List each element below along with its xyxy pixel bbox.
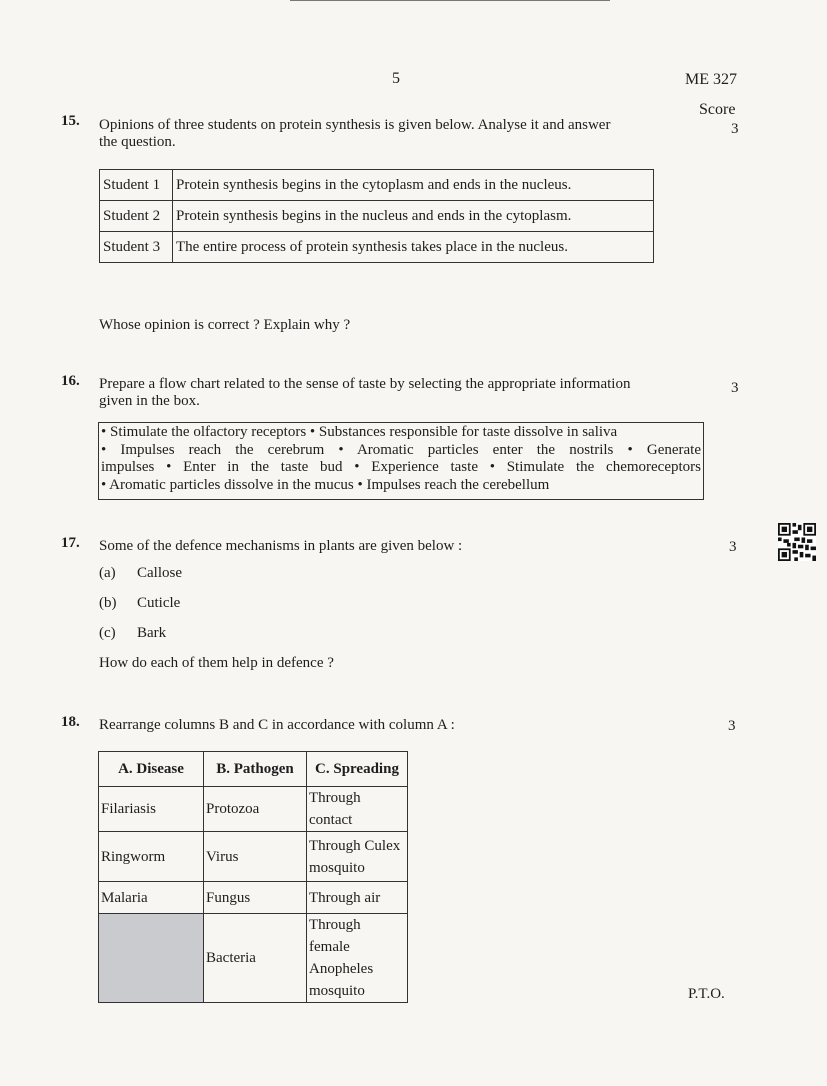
q17-item-a-label: (a) [99, 565, 116, 581]
q16-information-box [98, 422, 704, 500]
table-row [100, 201, 654, 232]
q17-text: Some of the defence mechanisms in plants are given below : [99, 538, 463, 554]
q15-score: 3 [731, 121, 739, 137]
page-number: 5 [392, 70, 400, 87]
q15-opinion-table [99, 169, 654, 263]
pathogen-cell: Fungus [204, 882, 307, 914]
table-row [100, 170, 654, 201]
student-cell: Student 3 [100, 232, 173, 263]
q16-text-line2: given in the box. [99, 393, 200, 409]
pathogen-cell: Protozoa [204, 787, 307, 832]
q15-followup: Whose opinion is correct ? Explain why ? [99, 317, 351, 333]
page-top-edge [290, 0, 610, 1]
table-row [99, 914, 408, 1003]
spreading-cell [307, 914, 408, 1003]
box-line: • Aromatic particles dissolve in the mucus • Impulses reach the cerebellum [101, 476, 550, 493]
spreading-line: Through female [309, 917, 361, 955]
student-cell: Student 2 [100, 201, 173, 232]
column-a-header: A. Disease [99, 752, 204, 787]
box-line: • Impulses reach the cerebrum • Aromatic particles enter the nostrils • Generate [101, 441, 701, 458]
spreading-line: mosquito [309, 859, 365, 876]
disease-cell: Filariasis [99, 787, 204, 832]
table-row [99, 787, 408, 832]
opinion-cell: Protein synthesis begins in the cytoplasm and ends in the nucleus. [173, 170, 654, 201]
shaded-empty-cell [99, 914, 204, 1003]
score-heading: Score [699, 101, 736, 118]
q17-number: 17. [61, 535, 80, 551]
opinion-cell: The entire process of protein synthesis takes place in the nucleus. [173, 232, 654, 263]
q15-text-line1: Opinions of three students on protein synthesis is given below. Analyse it and answer [99, 117, 611, 133]
q17-item-c-label: (c) [99, 625, 116, 641]
table-header-row [99, 752, 408, 787]
qr-code-icon [778, 523, 816, 561]
spreading-cell [307, 882, 408, 914]
table-row [100, 232, 654, 263]
q17-item-a-text: Callose [137, 565, 182, 581]
q16-score: 3 [731, 380, 739, 396]
q15-text [99, 117, 610, 151]
spreading-line: Through contact [309, 790, 361, 828]
q15-text-line2: the question. [99, 134, 176, 150]
q17-item-b-text: Cuticle [137, 595, 181, 611]
disease-cell: Ringworm [99, 832, 204, 882]
pathogen-cell: Bacteria [204, 914, 307, 1003]
spreading-line: mosquito [309, 983, 365, 999]
q18-matching-table [98, 751, 408, 1003]
q17-followup: How do each of them help in defence ? [99, 655, 334, 671]
opinion-cell: Protein synthesis begins in the nucleus and ends in the cytoplasm. [173, 201, 654, 232]
q18-text: Rearrange columns B and C in accordance with column A : [99, 717, 455, 733]
spreading-line: Anopheles [309, 961, 374, 977]
pathogen-cell: Virus [204, 832, 307, 882]
disease-cell: Malaria [99, 882, 204, 914]
q16-number: 16. [61, 373, 80, 389]
please-turn-over: P.T.O. [688, 986, 725, 1002]
spreading-line: Through air [309, 889, 381, 906]
q18-score: 3 [728, 718, 736, 734]
spreading-line: Through Culex [309, 837, 401, 854]
q17-item-b-label: (b) [99, 595, 117, 611]
box-line: • Stimulate the olfactory receptors • Substances responsible for taste dissolve in saliva [101, 424, 618, 440]
box-line: impulses • Enter in the taste bud • Experience taste • Stimulate the chemoreceptors [101, 459, 701, 475]
paper-code: ME 327 [685, 71, 737, 88]
q17-item-c-text: Bark [137, 625, 167, 641]
table-row [99, 832, 408, 882]
column-b-header: B. Pathogen [204, 752, 307, 787]
q17-score: 3 [729, 539, 737, 555]
student-cell: Student 1 [100, 170, 173, 201]
q18-number: 18. [61, 714, 80, 730]
column-c-header: C. Spreading [307, 752, 408, 787]
q16-text-line1: Prepare a flow chart related to the sense of taste by selecting the appropriate information [99, 376, 631, 392]
table-row [99, 882, 408, 914]
spreading-cell [307, 832, 408, 882]
q16-text [99, 376, 630, 410]
q15-number: 15. [61, 113, 80, 129]
spreading-cell [307, 787, 408, 832]
